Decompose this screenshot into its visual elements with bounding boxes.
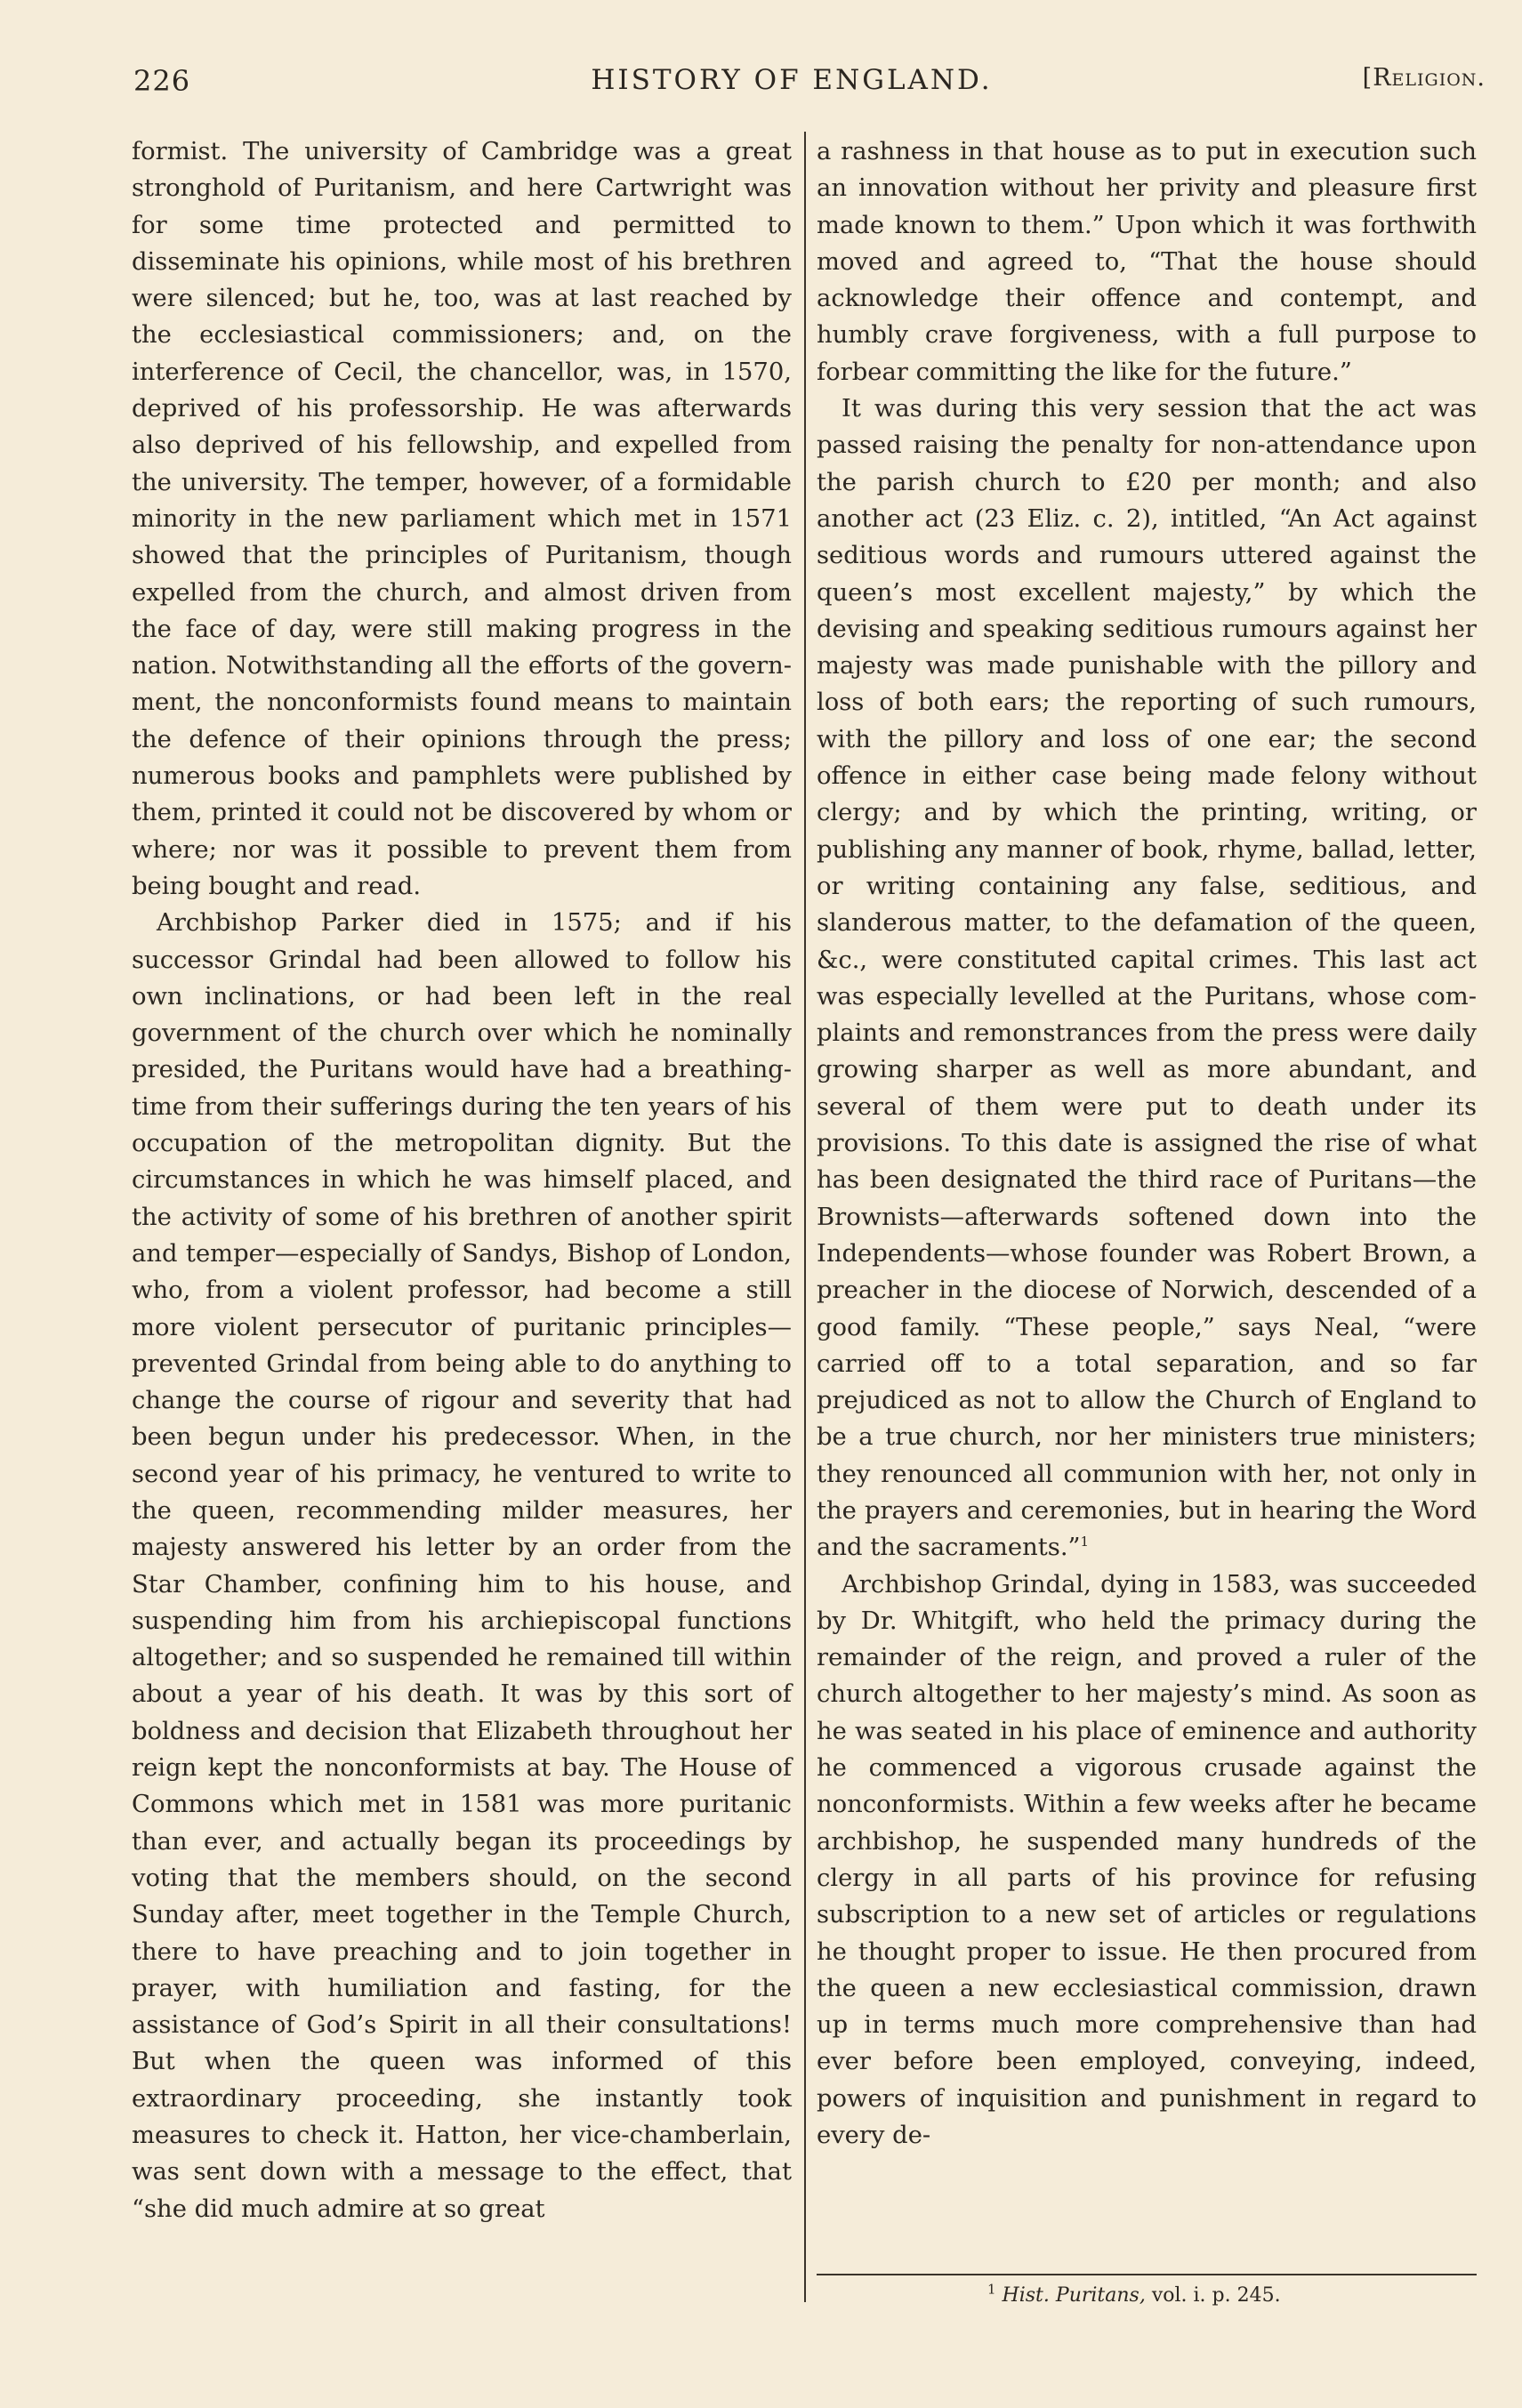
paragraph: Archbishop Parker died in 1575; and if his successor Grindal had been allowed to follow his own inclinations, or had been left in the real government of the church over which he nominally presided, the Puritans would have had a breathing-time from their sufferings during the ten years of his occupation of the metropolitan dignity. But the circumstances in which he was himself placed, and the activity of some of his brethren of another spirit and temper—especially of Sandys, Bishop of London, who, from a violent professor, had become a still more violent persecutor of puritanic principles—prevented Grindal from being able to do anything to change the course of rigour and severity that had been begun under his predecessor. When, in the second year of his primacy, he ventured to write to the queen, recommending milder measures, her majesty answered his letter by an order from the Star Chamber, confining him to his house, and suspending him from his archiepiscopal functions altogether; and so suspended he remained till within about a year of his death. It was by this sort of boldness and decision that Elizabeth throughout her reign kept the nonconformists at bay. The House of Commons which met in 1581 was more puritanic than ever, and actually began its proceedings by voting that the members should, on the second Sunday after, meet together in the Temple Church, there to have preaching and to join together in prayer, with humiliation and fasting, for the assistance of God’s Spirit in all their consultations! But when the queen was informed of this extraordinary proceeding, she instantly took measures to check it. Hatton, her vice-chamberlain, was sent down with a message to the effect, that “she did much admire at so great [132, 909, 792, 2223]
paragraph: Archbishop Grindal, dying in 1583, was succeeded by Dr. Whitgift, who held the primacy during the remainder of the reign, and proved a ruler of the church altogether to her majesty’s mind. As soon as he was seated in his place of eminence and authority he commenced a vigorous crusade against the nonconformists. Within a few weeks after he became archbishop, he suspended many hundreds of the clergy in all parts of his province for refusing subscription to a new set of articles or regulations he thought proper to issue. He then procured from the queen a new ecclesiastical commission, drawn up in terms much more comprehensive than had ever before been employed, conveying, indeed, powers of inquisition and punishment in regard to every de- [817, 1570, 1477, 2150]
left-column [132, 133, 792, 2227]
footnote-source: Hist. Puritans, [1002, 2284, 1146, 2307]
running-title: HISTORY OF ENGLAND. [591, 64, 993, 96]
section-tag: [Religion. [1362, 64, 1486, 92]
footnote [987, 2283, 1281, 2309]
page-header [133, 64, 1486, 109]
footnote-reference[interactable]: 1 [1080, 1534, 1090, 1550]
paragraph: a rashness in that house as to put in execution such an innovation without her privity and pleasure first made known to them.” Upon which it was forthwith moved and agreed to, “That the house should acknowledge their offence and contempt, and humbly crave forgiveness, with a full purpose to forbear committing the like for the future.” [817, 138, 1477, 386]
footnote-mark: 1 [987, 2281, 996, 2298]
page-number: 226 [133, 64, 191, 98]
column-divider [804, 132, 806, 2302]
footnote-reference-text: vol. i. p. 245. [1151, 2284, 1281, 2307]
paragraph-text: It was during this very session that the act was passed raising the penalty for non-attendance upon the parish church to £20 per month; and also another act (23 Eliz. c. 2), intitled, “An Act against seditious words and rumours uttered against the queen’s most excellent majesty,” by which the devising and speaking seditious rumours against her majesty was made punishable with the pillory and loss of both ears; the reporting of such rumours, with the pillory and loss of one ear; the second offence in either case being made felony without clergy; and by which the printing, writing, or publishing any manner of book, rhyme, ballad, letter, or writing containing any false, seditious, and slanderous matter, to the defamation of the queen, &c., were constituted capital crimes. This last act was especially levelled at the Puritans, whose complaints and remonstrances from the press were daily growing sharper as well as more abundant, and several of them were put to death under its provisions. To this date is assigned the rise of what has been designated the third race of Puritans—the Brownists—afterwards softened down into the Independents—whose founder was Robert Brown, a preacher in the diocese of Norwich, descended of a good family. “These people,” says Neal, “were carried off to a total separation, and so far prejudiced as not to allow the Church of England to be a true church, nor her ministers true ministers; they renounced all communion with her, not only in the prayers and ceremonies, but in hearing the Word and the sacraments.” [817, 395, 1477, 1562]
footnote-divider [817, 2274, 1477, 2275]
paragraph: formist. The university of Cambridge was a great stronghold of Puritanism, and here Cartwright was for some time protected and permitted to disseminate his opinions, while most of his brethren were silenced; but he, too, was at last reached by the ecclesiastical commissioners; and, on the interference of Cecil, the chancellor, was, in 1570, deprived of his professorship. He was afterwards also deprived of his fellowship, and expelled from the university. The temper, however, of a formidable minority in the new parliament which met in 1571 showed that the principles of Puritanism, though expelled from the church, and almost driven from the face of day, were still making progress in the nation. Notwithstanding all the efforts of the government, the nonconformists found means to maintain the defence of their opinions through the press; numerous books and pamphlets were published by them, printed it could not be discovered by whom or where; nor was it possible to prevent them from being bought and read. [132, 138, 792, 900]
right-column [817, 133, 1477, 2154]
paragraph [817, 391, 1477, 1566]
